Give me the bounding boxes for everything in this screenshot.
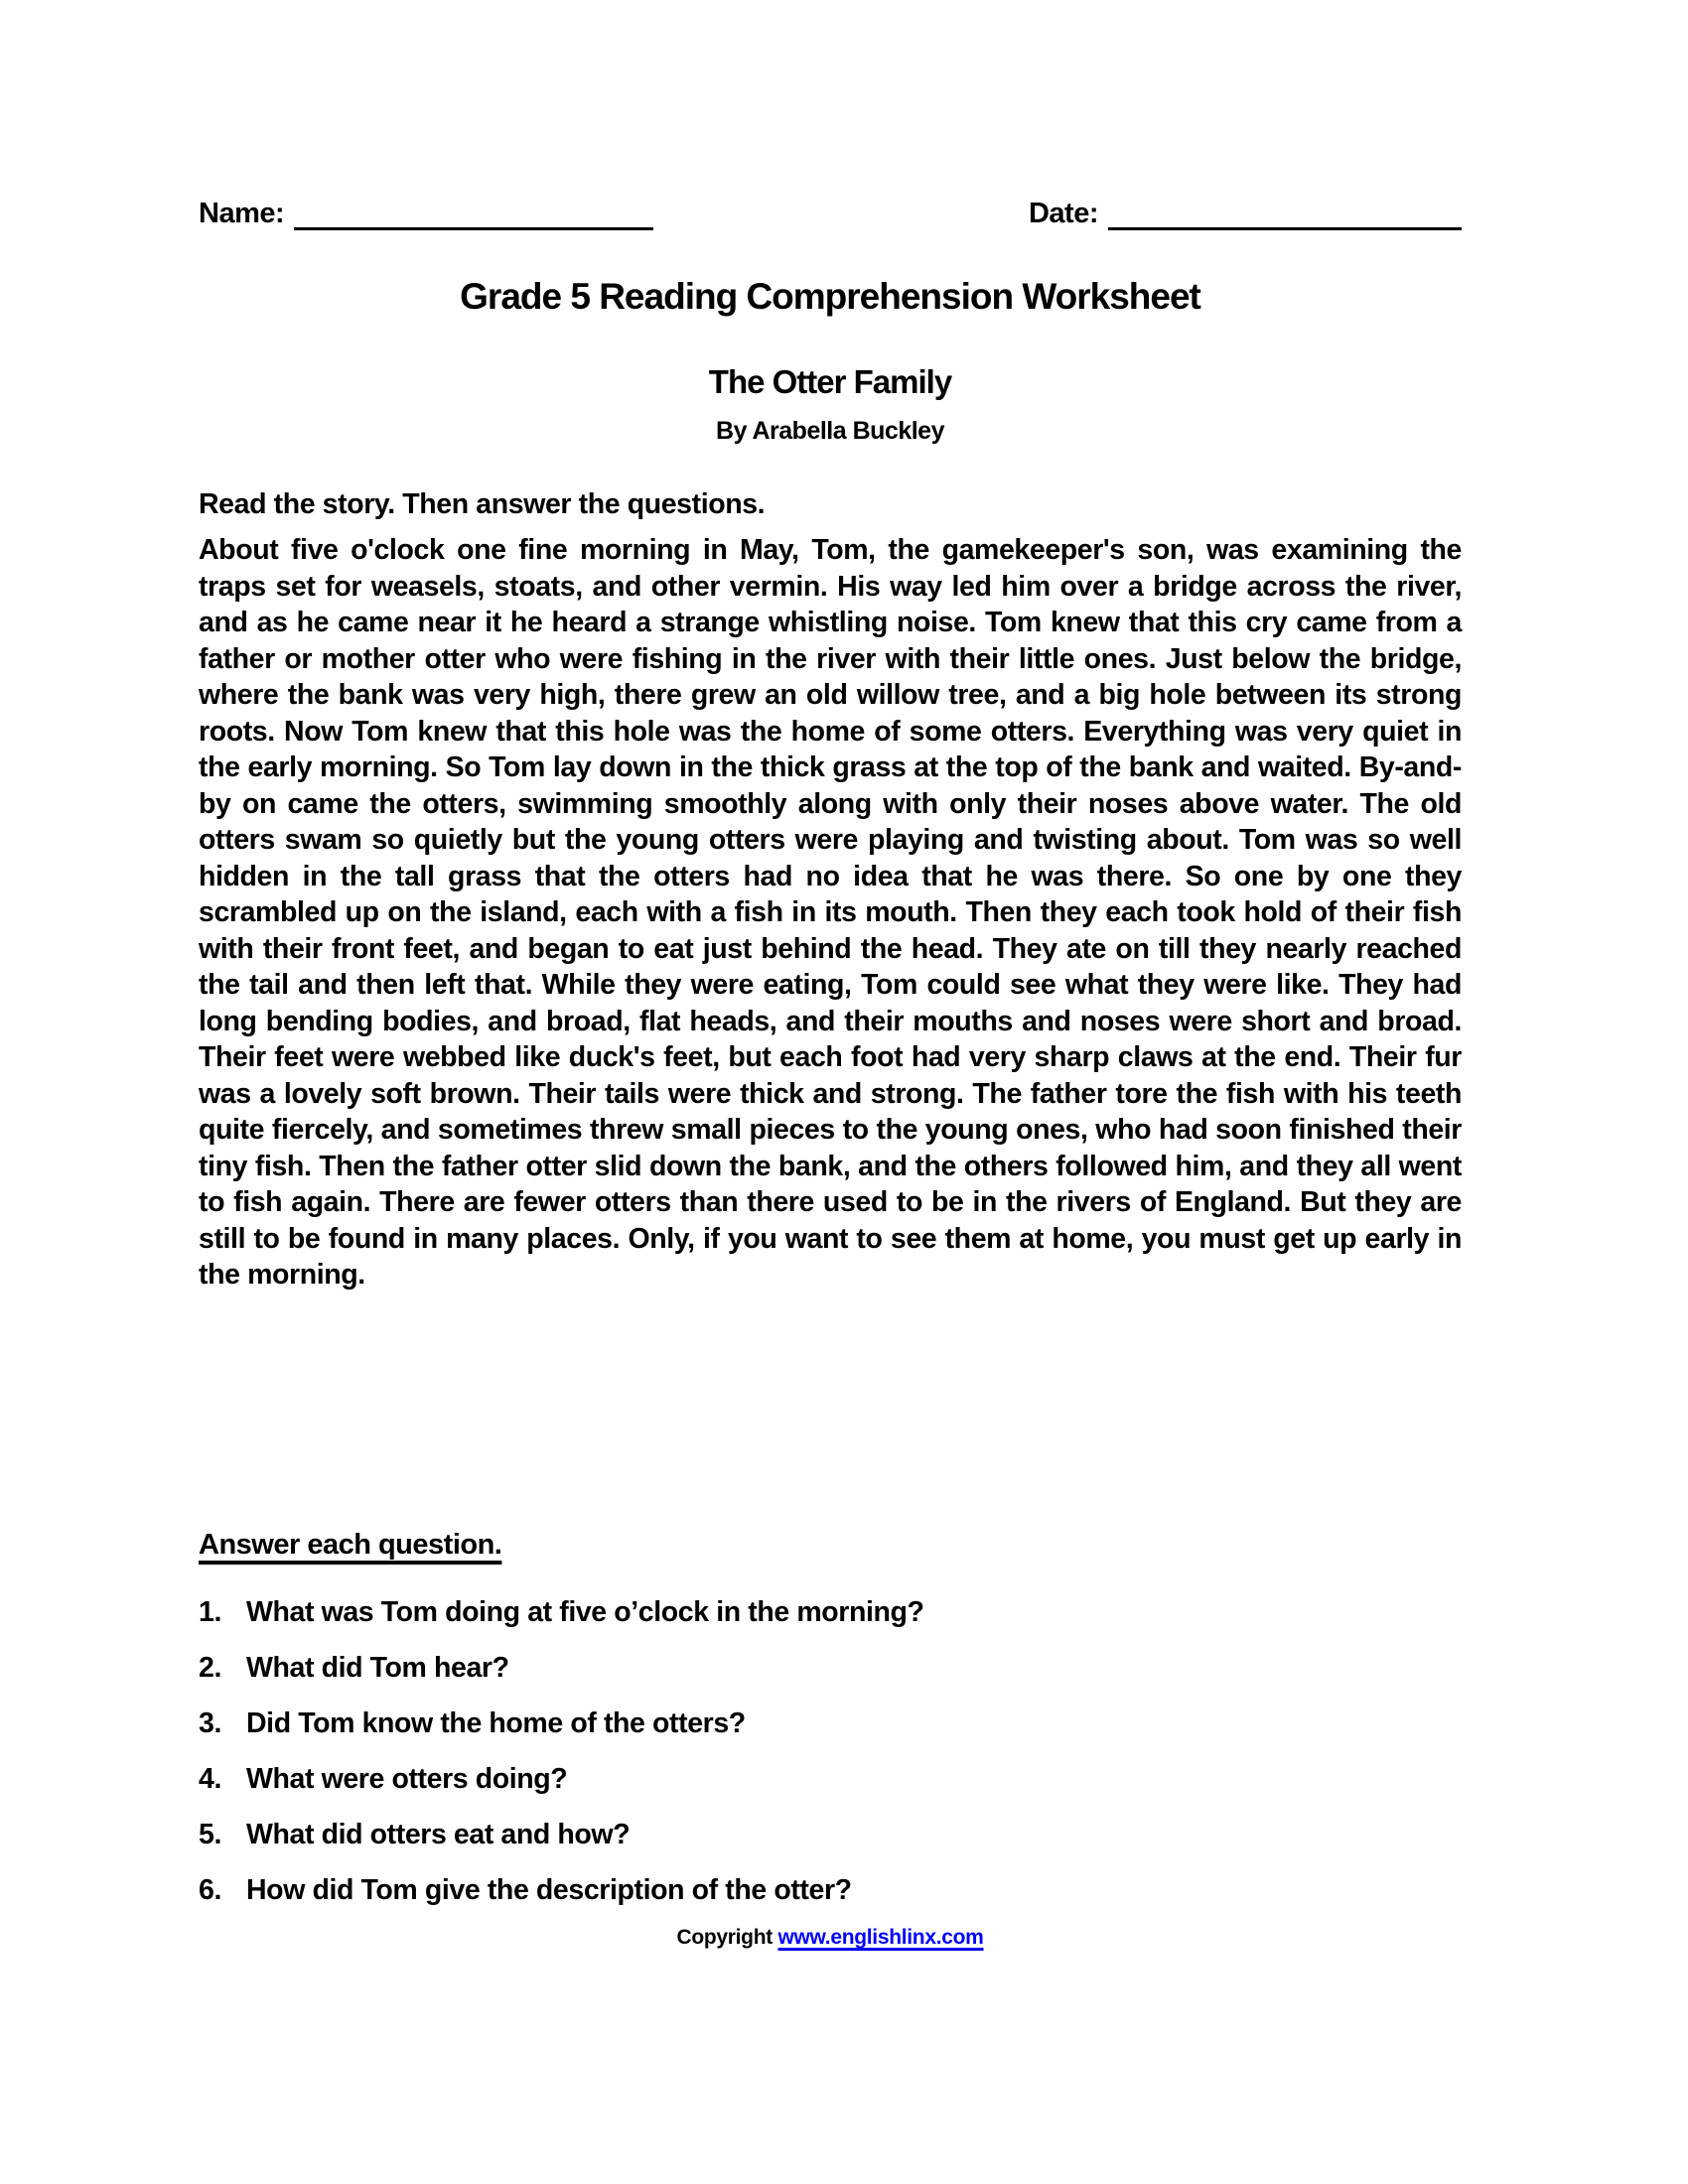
story-paragraph: About five o'clock one fine morning in May, Tom, the gamekeeper's son, was examining the traps set for weasels, stoats, and other vermin. His way led him over a bridge across the river, and as he came near it he heard a strange whistling noise. Tom knew that this cry came from a father or mother otter who were fishing in the river with their little ones. Just below the bridge, where the bank was very high, there grew an old willow tree, and a big hole between its strong roots. Now Tom knew that this hole was the home of some otters. Everything was very quiet in the early morning. So Tom lay down in the thick grass at the top of the bank and waited. By-and-by on came the otters, swimming smoothly along with only their noses above water. The old otters swam so quietly but the young otters were playing and twisting about. Tom was so well hidden in the tall grass that the otters had no idea that he was there. So one by one they scrambled up on the island, each with a fish in its mouth. Then they each took hold of their fish with their front feet, and began to eat just behind the head. They ate on till they nearly reached the tail and then left that. While they were eating, Tom could see what they were like. They had long bending bodies, and broad, flat heads, and their mouths and noses were short and broad. Their feet were webbed like duck's feet, but each foot had very sharp claws at the end. Their fur was a lovely soft brown. Their tails were thick and strong. The father tore the fish with his teeth quite fiercely, and sometimes threw small pieces to the young ones, who had soon finished their tiny fish. Then the father otter slid down the bank, and the others followed him, and they all went to fish again. There are fewer otters than there used to be in the rivers of England. But they are still to be found in many places. Only, if you want to see them at home, you must get up early in the morning. bbox=[199, 534, 1462, 1291]
page-title: Grade 5 Reading Comprehension Worksheet bbox=[460, 276, 1200, 317]
question-text: What did otters eat and how? bbox=[246, 1819, 631, 1850]
answer-section-heading: Answer each question. bbox=[199, 1529, 502, 1561]
copyright-link[interactable]: www.englishlinx.com bbox=[777, 1926, 984, 1949]
copyright-label: Copyright bbox=[676, 1926, 773, 1949]
question-text: What was Tom doing at five o’clock in the morning? bbox=[246, 1596, 924, 1628]
copyright-line bbox=[199, 1926, 1462, 1950]
question-text: How did Tom give the description of the otter? bbox=[246, 1874, 852, 1906]
name-blank-line bbox=[294, 201, 653, 230]
question-number: 4. bbox=[199, 1763, 221, 1795]
question-number: 3. bbox=[199, 1707, 221, 1739]
question-item bbox=[199, 1819, 1462, 1874]
instructions: Read the story. Then answer the questions. bbox=[199, 488, 766, 520]
story-title: The Otter Family bbox=[708, 363, 952, 400]
question-item bbox=[199, 1596, 1462, 1652]
question-list bbox=[199, 1596, 1462, 1930]
question-item bbox=[199, 1707, 1462, 1763]
date-field bbox=[1029, 197, 1462, 230]
question-item bbox=[199, 1652, 1462, 1707]
date-label: Date: bbox=[1028, 198, 1098, 229]
question-text: What were otters doing? bbox=[246, 1763, 568, 1795]
question-number: 2. bbox=[199, 1652, 221, 1684]
question-item bbox=[199, 1763, 1462, 1819]
name-date-row bbox=[199, 197, 1462, 230]
question-item bbox=[199, 1874, 1462, 1930]
question-number: 5. bbox=[199, 1819, 221, 1850]
question-number: 6. bbox=[199, 1874, 221, 1906]
question-text: Did Tom know the home of the otters? bbox=[246, 1707, 746, 1739]
byline: By Arabella Buckley bbox=[716, 417, 944, 445]
name-label: Name: bbox=[199, 198, 285, 229]
date-blank-line bbox=[1108, 201, 1462, 230]
name-field bbox=[199, 197, 653, 230]
question-text: What did Tom hear? bbox=[246, 1652, 509, 1684]
question-number: 1. bbox=[199, 1596, 221, 1628]
